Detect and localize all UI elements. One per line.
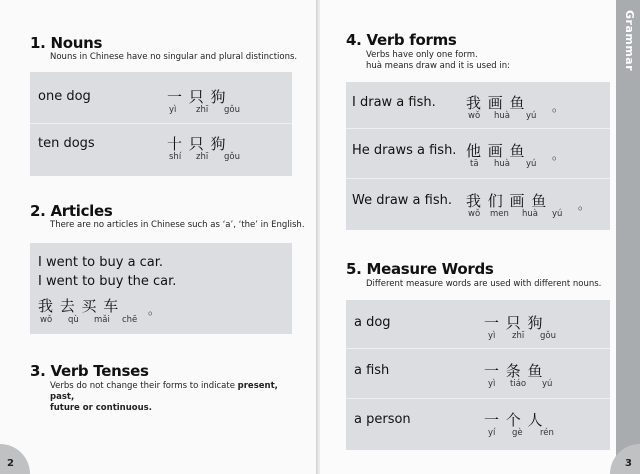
- example-chinese: 一 个 人: [484, 411, 544, 429]
- pinyin: wǒ: [468, 209, 481, 219]
- tenses-desc-text: Verbs do not change their forms to indicate: [50, 381, 238, 391]
- row-divider: [346, 398, 610, 399]
- chinese-period: 。: [578, 198, 591, 212]
- verb-forms-heading: 4. Verb forms: [346, 31, 457, 49]
- pinyin: gǒu: [224, 105, 240, 115]
- page-number: 2: [7, 458, 14, 469]
- grammar-side-tab: [616, 0, 640, 474]
- tenses-description: [50, 381, 300, 414]
- pinyin: huà: [522, 209, 538, 219]
- verb-forms-desc-text: means draw and it is used in:: [381, 61, 511, 71]
- pinyin: zhī: [512, 331, 525, 341]
- verb-forms-description: Verbs have only one form.: [366, 50, 478, 60]
- pinyin: shí: [169, 152, 182, 162]
- pinyin: gǒu: [540, 331, 556, 341]
- pinyin: yì: [488, 331, 496, 341]
- left-page: [0, 0, 318, 474]
- page-number-badge: [610, 444, 640, 474]
- pinyin: tiáo: [510, 379, 527, 389]
- row-divider: [346, 178, 610, 179]
- pinyin: zhī: [196, 105, 209, 115]
- row-divider: [346, 128, 610, 129]
- pinyin: gè: [512, 428, 523, 438]
- pinyin: yú: [526, 111, 537, 121]
- page-number-badge: [0, 444, 30, 474]
- example-chinese: 一 只 狗: [167, 88, 227, 106]
- pinyin: rén: [540, 428, 554, 438]
- example-english: a person: [354, 412, 411, 427]
- example-chinese: 他 画 鱼: [466, 142, 526, 160]
- verb-forms-description: [366, 61, 510, 72]
- example-english: We draw a fish.: [352, 193, 452, 208]
- pinyin: zhī: [196, 152, 209, 162]
- pinyin: yú: [542, 379, 553, 389]
- chinese-period: 。: [148, 303, 161, 317]
- example-chinese: 十 只 狗: [167, 135, 227, 153]
- example-chinese: 我 们 画 鱼: [466, 192, 548, 210]
- articles-example-box: [30, 243, 292, 334]
- tenses-heading: 3. Verb Tenses: [30, 362, 149, 380]
- pinyin: huà: [366, 61, 382, 71]
- example-chinese: 我 去 买 车: [38, 297, 120, 315]
- pinyin: gǒu: [224, 152, 240, 162]
- articles-heading: 2. Articles: [30, 202, 113, 220]
- example-english: ten dogs: [38, 136, 95, 151]
- tenses-desc-bold: present, past,: [50, 381, 278, 402]
- page-number: 3: [625, 458, 632, 469]
- articles-description: There are no articles in Chinese such as ‘a’, ‘the’ in English.: [50, 220, 305, 230]
- pinyin: huà: [494, 111, 510, 121]
- example-chinese: 我 画 鱼: [466, 94, 526, 112]
- pinyin: wǒ: [40, 315, 53, 325]
- example-english: I went to buy the car.: [38, 274, 177, 289]
- pinyin: mǎi: [94, 315, 110, 325]
- pinyin: wǒ: [468, 111, 481, 121]
- nouns-description: Nouns in Chinese have no singular and plural distinctions.: [50, 52, 298, 62]
- chinese-period: 。: [552, 148, 565, 162]
- pinyin: chē: [122, 315, 138, 325]
- pinyin: yú: [526, 159, 537, 169]
- example-chinese: 一 只 狗: [484, 314, 544, 332]
- pinyin: yú: [552, 209, 563, 219]
- nouns-example-box: [30, 72, 292, 176]
- pinyin: tā: [470, 159, 479, 169]
- example-english: a dog: [354, 315, 391, 330]
- example-english: a fish: [354, 363, 390, 378]
- tenses-desc-bold: future or continuous.: [50, 403, 152, 413]
- row-divider: [30, 123, 292, 124]
- measure-words-description: Different measure words are used with different nouns.: [366, 279, 602, 289]
- nouns-heading: 1. Nouns: [30, 34, 103, 52]
- example-english: I draw a fish.: [352, 95, 436, 110]
- example-english: one dog: [38, 89, 91, 104]
- right-page: [320, 0, 640, 474]
- example-chinese: 一 条 鱼: [484, 362, 544, 380]
- side-tab-label: Grammar: [623, 10, 636, 72]
- example-english: I went to buy a car.: [38, 255, 164, 270]
- pinyin: huà: [494, 159, 510, 169]
- pinyin: yí: [488, 428, 496, 438]
- example-english: He draws a fish.: [352, 143, 457, 158]
- measure-words-example-box: [346, 300, 610, 450]
- pinyin: yì: [488, 379, 496, 389]
- pinyin: men: [490, 209, 509, 219]
- row-divider: [346, 348, 610, 349]
- pinyin: qù: [68, 315, 79, 325]
- verb-forms-example-box: [346, 82, 610, 230]
- pinyin: yì: [169, 105, 177, 115]
- measure-words-heading: 5. Measure Words: [346, 260, 494, 278]
- chinese-period: 。: [552, 100, 565, 114]
